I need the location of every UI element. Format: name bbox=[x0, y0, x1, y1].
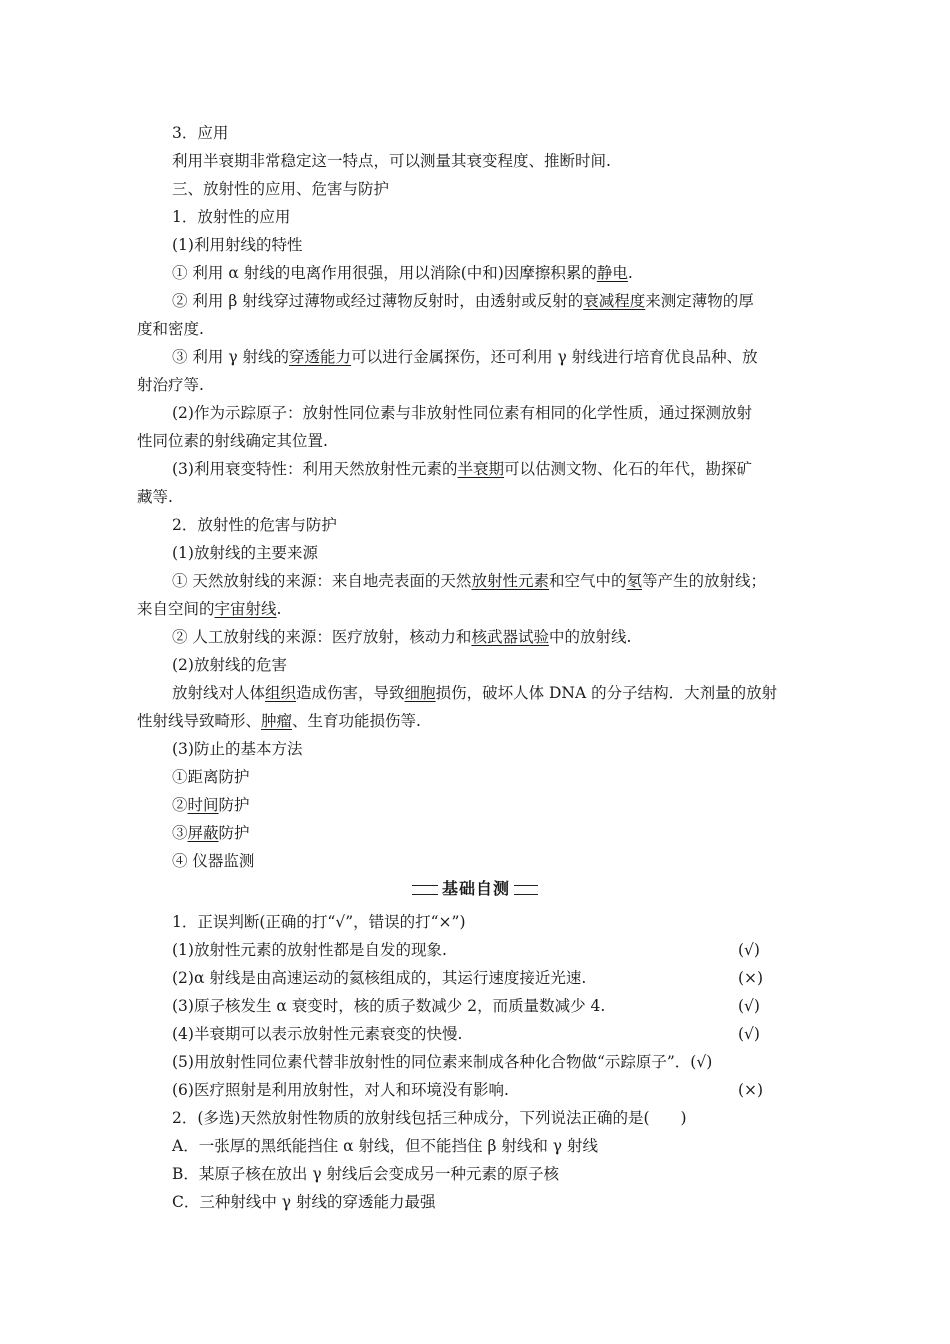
protection-time-num: ② bbox=[172, 796, 188, 814]
space-text: 来自空间的 bbox=[137, 600, 215, 618]
judge-mark-4: (√) bbox=[738, 1025, 760, 1043]
alpha-end: . bbox=[627, 264, 633, 282]
protection-shield-num: ③ bbox=[172, 824, 188, 842]
banner-title: 基础自测 bbox=[438, 878, 514, 900]
answer-nuclear-test: 核武器试验 bbox=[471, 628, 549, 646]
judge-mark-1: (√) bbox=[738, 941, 760, 959]
gamma-text: ③ 利用 γ 射线的 bbox=[172, 348, 290, 366]
beta-text-2: 来测定薄物的厚 bbox=[645, 292, 754, 310]
option-b: B．某原子核在放出 γ 射线后会变成另一种元素的原子核 bbox=[172, 1165, 560, 1183]
alpha-item bbox=[172, 263, 633, 283]
decay-item bbox=[172, 459, 752, 479]
answer-tissue: 组织 bbox=[265, 684, 297, 702]
protection-title: (3)防止的基本方法 bbox=[172, 740, 303, 758]
section-3-title: 3．应用 bbox=[172, 124, 229, 142]
protection-time bbox=[172, 795, 250, 815]
artificial-source-item bbox=[172, 627, 631, 647]
judge-item-3: (3)原子核发生 α 衰变时，核的质子数减少 2，而质量数减少 4. bbox=[172, 997, 606, 1015]
option-c: C．三种射线中 γ 射线的穿透能力最强 bbox=[172, 1193, 436, 1211]
damage-item bbox=[172, 683, 777, 703]
answer-cell: 细胞 bbox=[404, 684, 436, 702]
section-3-text: 利用半衰期非常稳定这一特点，可以测量其衰变程度、推断时间. bbox=[172, 152, 611, 170]
application-sub-1: (1)利用射线的特性 bbox=[172, 236, 303, 254]
damage-cont-end: 、生育功能损伤等. bbox=[292, 712, 421, 730]
decay-text-2: 可以估测文物、化石的年代，勘探矿 bbox=[503, 460, 752, 478]
question-2: 2．(多选)天然放射性物质的放射线包括三种成分，下列说法正确的是( ) bbox=[172, 1109, 687, 1127]
gamma-cont: 射治疗等. bbox=[137, 376, 204, 394]
space-end: . bbox=[276, 600, 282, 618]
damage-cont bbox=[137, 711, 421, 731]
judge-item-5: (5)用放射性同位素代替非放射性的同位素来制成各种化合物做“示踪原子”．(√) bbox=[172, 1053, 713, 1071]
answer-penetration: 穿透能力 bbox=[289, 348, 352, 366]
natural-text: ① 天然放射线的来源：来自地壳表面的天然 bbox=[172, 572, 472, 590]
protection-time-end: 防护 bbox=[218, 796, 250, 814]
protection-distance: ①距离防护 bbox=[172, 768, 250, 786]
source-title: (1)放射线的主要来源 bbox=[172, 544, 318, 562]
beta-item bbox=[172, 291, 754, 311]
artificial-text: ② 人工放射线的来源：医疗放射，核动力和 bbox=[172, 628, 472, 646]
answer-radon: 氡 bbox=[626, 572, 642, 590]
tracer-item: (2)作为示踪原子：放射性同位素与非放射性同位素有相同的化学性质，通过探测放射 bbox=[172, 404, 752, 422]
section-banner bbox=[412, 878, 540, 902]
natural-text-3: 等产生的放射线； bbox=[641, 572, 766, 590]
alpha-text: ① 利用 α 射线的电离作用很强，用以消除(中和)因摩擦积累的 bbox=[172, 264, 597, 282]
natural-text-2: 和空气中的 bbox=[548, 572, 627, 590]
damage-cont-text: 性射线导致畸形、 bbox=[137, 712, 262, 730]
tracer-cont: 性同位素的射线确定其位置. bbox=[137, 432, 328, 450]
decay-text: (3)利用衰变特性：利用天然放射性元素的 bbox=[172, 460, 458, 478]
protection-shield bbox=[172, 823, 250, 843]
answer-half-life: 半衰期 bbox=[457, 460, 504, 478]
answer-cosmic-ray: 宇宙射线 bbox=[214, 600, 277, 618]
beta-cont: 度和密度. bbox=[137, 320, 204, 338]
judge-mark-6: (×) bbox=[738, 1081, 764, 1099]
answer-shield: 屏蔽 bbox=[187, 824, 219, 842]
judge-mark-2: (×) bbox=[738, 969, 764, 987]
harm-title: 2．放射性的危害与防护 bbox=[172, 516, 337, 534]
artificial-text-2: 中的放射线. bbox=[548, 628, 632, 646]
natural-source-item bbox=[172, 571, 766, 591]
damage-text: 放射线对人体 bbox=[172, 684, 266, 702]
beta-text: ② 利用 β 射线穿过薄物或经过薄物反射时，由透射或反射的 bbox=[172, 292, 584, 310]
gamma-item bbox=[172, 347, 758, 367]
judge-item-4: (4)半衰期可以表示放射性元素衰变的快慢. bbox=[172, 1025, 463, 1043]
application-title: 1．放射性的应用 bbox=[172, 208, 291, 226]
option-a: A．一张厚的黑纸能挡住 α 射线，但不能挡住 β 射线和 γ 射线 bbox=[172, 1137, 598, 1155]
answer-time: 时间 bbox=[187, 796, 219, 814]
answer-attenuation: 衰减程度 bbox=[583, 292, 646, 310]
answer-radioactive-element: 放射性元素 bbox=[471, 572, 549, 590]
judge-item-2: (2)α 射线是由高速运动的氦核组成的，其运行速度接近光速. bbox=[172, 969, 587, 987]
natural-source-cont bbox=[137, 599, 281, 619]
part-3-title: 三、放射性的应用、危害与防护 bbox=[172, 180, 390, 198]
protection-monitor: ④ 仪器监测 bbox=[172, 852, 255, 870]
damage-title: (2)放射线的危害 bbox=[172, 656, 287, 674]
damage-text-2: 造成伤害，导致 bbox=[296, 684, 405, 702]
judge-item-6: (6)医疗照射是利用放射性，对人和环境没有影响. bbox=[172, 1081, 509, 1099]
decay-cont: 藏等. bbox=[137, 488, 173, 506]
answer-static-electricity: 静电 bbox=[596, 264, 628, 282]
answer-tumor: 肿瘤 bbox=[261, 712, 293, 730]
damage-text-3: 损伤，破坏人体 DNA 的分子结构．大剂量的放射 bbox=[435, 684, 778, 702]
protection-shield-end: 防护 bbox=[218, 824, 250, 842]
judge-mark-3: (√) bbox=[738, 997, 760, 1015]
question-1: 1．正误判断(正确的打“√”，错误的打“×”) bbox=[172, 913, 466, 931]
gamma-text-2: 可以进行金属探伤，还可利用 γ 射线进行培育优良品种、放 bbox=[351, 348, 758, 366]
judge-item-1: (1)放射性元素的放射性都是自发的现象. bbox=[172, 941, 447, 959]
